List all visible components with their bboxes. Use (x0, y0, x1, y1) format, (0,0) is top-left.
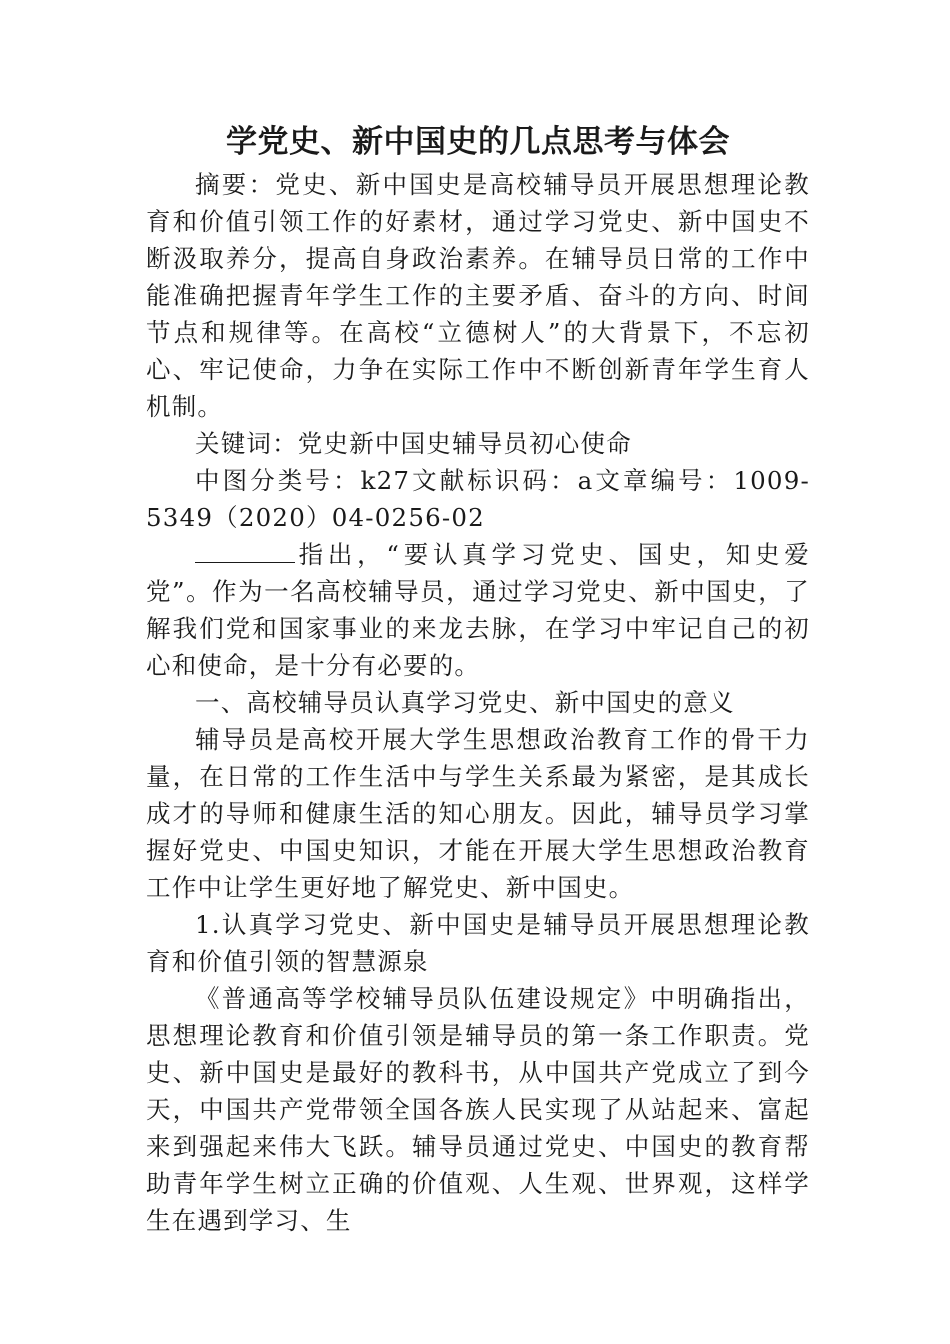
intro-text: 指出，“要认真学习党史、国史，知史爱党”。作为一名高校辅导员，通过学习党史、新中国史，了解我们党和国家事业的来龙去脉，在学习中牢记自己的初心和使命，是十分有必要的。 (146, 540, 810, 680)
classification-line: 中图分类号：k27文献标识码：a文章编号：1009-5349（2020）04-0256-02 (146, 466, 810, 532)
section-paragraph: 辅导员是高校开展大学生思想政治教育工作的骨干力量，在日常的工作生活中与学生关系最为紧密，是其成长成才的导师和健康生活的知心朋友。因此，辅导员学习掌握好党史、中国史知识，才能在开展大学生思想政治教育工作中让学生更好地了解党史、新中国史。 (146, 725, 810, 902)
document-title: 学党史、新中国史的几点思考与体会 (226, 124, 730, 160)
section-heading: 一、高校辅导员认真学习党史、新中国史的意义 (195, 688, 735, 717)
subsection-paragraph: 《普通高等学校辅导员队伍建设规定》中明确指出，思想理论教育和价值引领是辅导员的第一条工作职责。党史、新中国史是最好的教科书，从中国共产党成立了到今天，中国共产党带领全国各族人民实现了从站起来、富起来到强起来伟大飞跃。辅导员通过党史、中国史的教育帮助青年学生树立正确的价值观、人生观、世界观，这样学生在遇到学习、生 (146, 984, 810, 1235)
intro-paragraph (146, 536, 810, 684)
abstract-paragraph: 摘要：党史、新中国史是高校辅导员开展思想理论教育和价值引领工作的好素材，通过学习党史、新中国史不断汲取养分，提高自身政治素养。在辅导员日常的工作中能准确把握青年学生工作的主要矛盾、奋斗的方向、时间节点和规律等。在高校“立德树人”的大背景下，不忘初心、牢记使命，力争在实际工作中不断创新青年学生育人机制。 (146, 170, 810, 421)
document-page (146, 118, 810, 1239)
subsection-heading: 1.认真学习党史、新中国史是辅导员开展思想理论教育和价值引领的智慧源泉 (146, 910, 810, 976)
keywords-line: 关键词：党史新中国史辅导员初心使命 (195, 429, 632, 458)
blank-underline (195, 540, 295, 563)
